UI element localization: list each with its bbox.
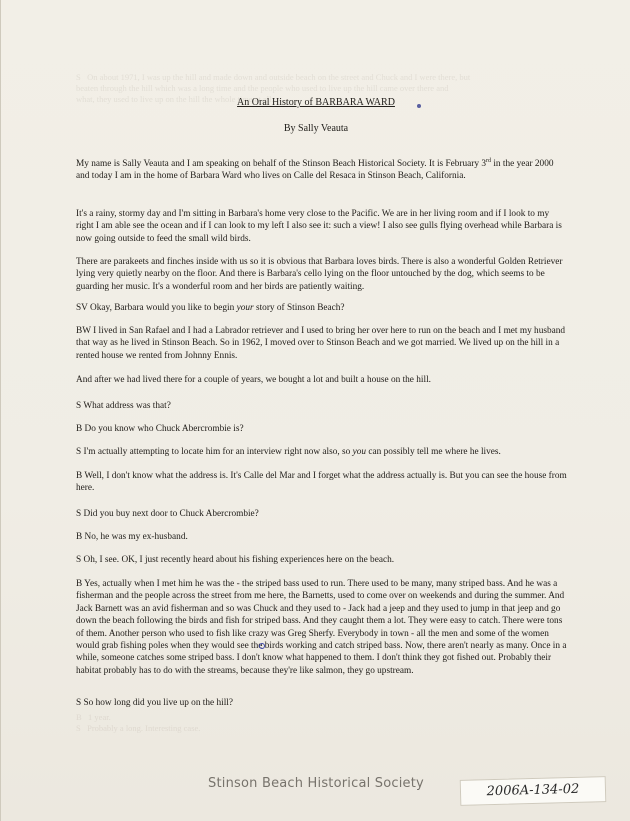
transcript-line: S Did you buy next door to Chuck Abercrombie? — [76, 509, 259, 519]
accession-number: 2006A-134-02 — [486, 781, 580, 800]
transcript-line: B No, he was my ex-husband. — [76, 532, 188, 542]
transcript-line: BW I lived in San Rafael and I had a Labrador retriever and I used to bring her over here to run on the beach and I met my husband that way as he lived in Stinson Beach. So in 1962, I moved over to Stinson Beach and we got married. We lived up on the hill in a rented house we rented from Johnny Ennis. — [76, 326, 566, 361]
bleed-through-text: B 1 year. S Probably a long. Interesting case. — [76, 712, 201, 733]
accession-label — [460, 776, 607, 806]
bleed-through-text: S On about 1971, I was up the hill and made down and outside beach on the street and Chuck and I were there, but beaten through the hill which was a long time and the people who used to live up the hill came over there and what, they used to live up on the hill the whole time at all. — [76, 72, 471, 104]
intro-paragraph: My name is Sally Veauta and I am speaking on behalf of the Stinson Beach Historical Society. It is February 3rd in the year 2000 and today I am in the home of Barbara Ward who lives on Calle del Resaca in Stinson Beach, California. — [76, 157, 554, 182]
byline: By Sally Veauta — [283, 123, 349, 134]
transcript-line: S So how long did you live up on the hill? — [76, 698, 234, 708]
setting-paragraph: It's a rainy, stormy day and I'm sitting in Barbara's home very close to the Pacific. We are in her living room and if I look to my right I am able see the ocean and if I can look to my left I also see it: such a view! I also see gulls flying overhead while Barbara is now going outside to feed the small wild birds. — [76, 209, 562, 244]
transcript-line: B Yes, actually when I met him he was the - the striped bass used to run. There used to be many, many striped bass. And he was a fisherman and the people across the street from me here, the Barnetts, used to come over on weekends and during the summer. And Jack Barnett was an avid fisherman and so was Chuck and they used to - Jack had a jeep and they used to jump in that jeep and go down the beach following the birds and fish for striped bass. And they caught them a lot. They were easy to catch. There were tons of them. Another person who used to fish like crazy was Greg Sherfy. Everybody in town - all the men and some of the women would grab fishing poles when they would see the birds working and catch striped bass. Now, there aren't nearly as many. Once in a while, someone catches some striped bass. I don't know what happened to them. I don't think they got fished out. Probably their habitat probably has to do with the streams, because they're like salmon, they go upstream. — [76, 579, 567, 676]
ink-mark — [259, 643, 265, 649]
birds-paragraph: There are parakeets and finches inside with us so it is obvious that Barbara loves birds. There is also a wonderful Golden Retriever lying very quietly nearby on the floor. And there is Barbara's cello lying on the floor untouched by the dog, which seems to be guarding her music. It's a wonderful room and her birds are patiently waiting. — [76, 257, 563, 292]
transcript-line: And after we had lived there for a couple of years, we bought a lot and built a house on the hill. — [76, 375, 431, 385]
transcript-line: S I'm actually attempting to locate him for an interview right now also, so you can possibly tell me where he lives. — [76, 447, 501, 457]
transcript-line: S Oh, I see. OK, I just recently heard about his fishing experiences here on the beach. — [76, 555, 395, 565]
transcript-line: SV Okay, Barbara would you like to begin your story of Stinson Beach? — [76, 303, 345, 313]
transcript-line: B Do you know who Chuck Abercrombie is? — [76, 424, 244, 434]
footer-organization: Stinson Beach Historical Society — [208, 776, 424, 791]
page-title: An Oral History of BARBARA WARD — [237, 97, 395, 108]
transcript-line: S What address was that? — [76, 401, 171, 411]
ink-dot — [417, 104, 421, 108]
transcript-line: B Well, I don't know what the address is. It's Calle del Mar and I forget what the address actually is. But you can see the house from here. — [76, 471, 567, 494]
